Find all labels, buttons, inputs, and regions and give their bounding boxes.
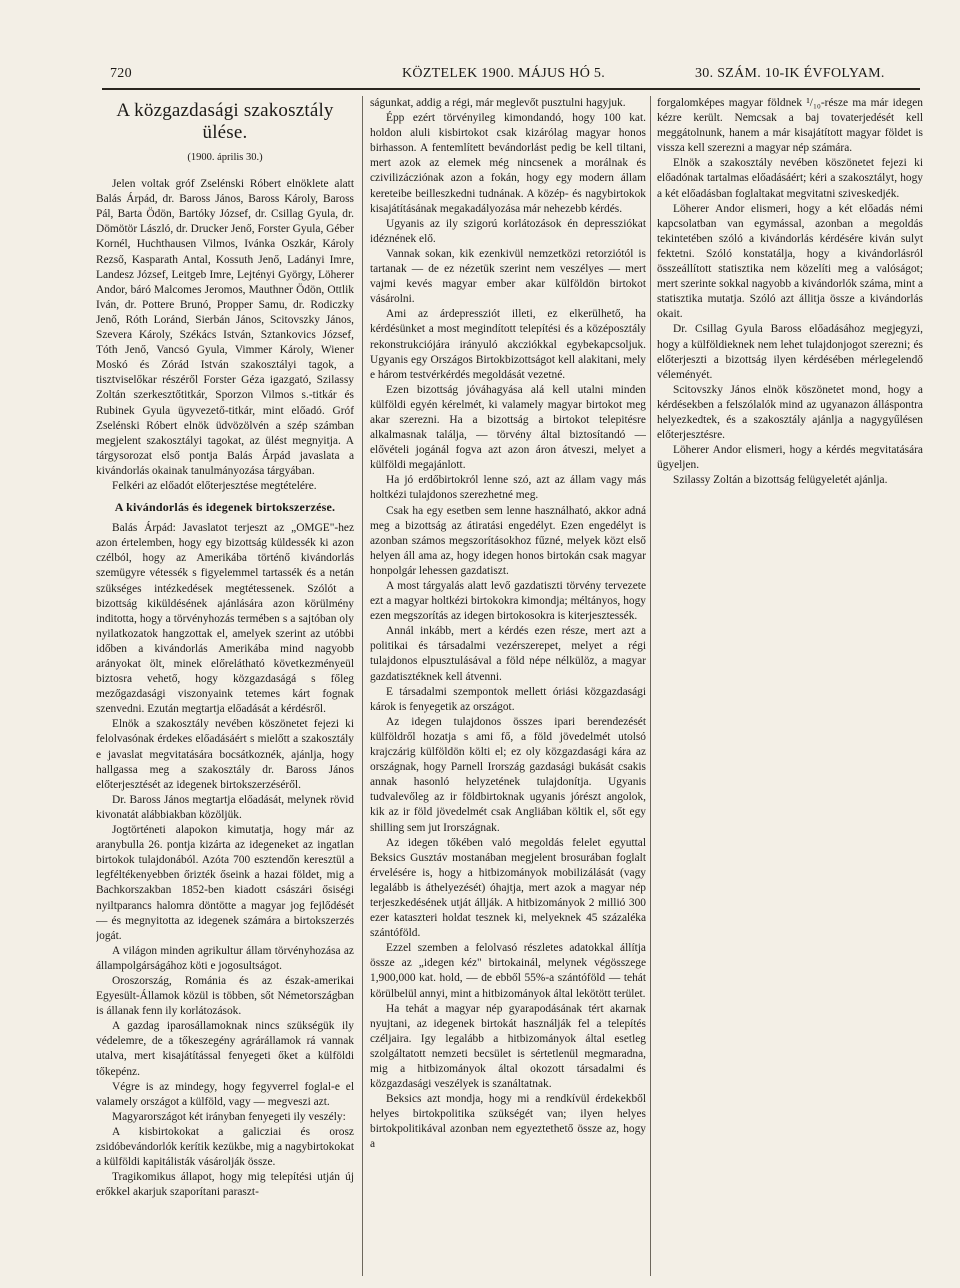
journal-date: KÖZTELEK 1900. MÁJUS HÓ 5.	[402, 66, 606, 81]
paragraph: ságunkat, addig a régi, már meglevőt pusztulni hagyjuk.	[370, 97, 626, 109]
paragraph: Magyarországot két irányban fenyegeti ily veszély:	[112, 1110, 346, 1123]
article-title: A közgazdasági szakosztály ülése.	[116, 100, 334, 143]
paragraph: A világon minden agrikultur állam törvényhozása az állampolgárságához köti e jogosultságot.	[96, 944, 354, 972]
paragraph: Annál inkább, mert a kérdés ezen része, mert azt a politikai és társadalmi vezérszerepet, melyet a régi tulajdonos elpusztulásával a föld népe nélkülöz, a magyar gazdatisztéknek kell átvenni.	[370, 625, 646, 683]
paragraph: Ezen bizottság jóváhagyása alá kell utalni minden külföldi egyén kérelmét, ki valamely magyar birtokot meg akar szerezni. Ha a bizottság a birtokot telepitésre alkalmasnak találja, — törvény által biztosítandó — elővételi jogánál fogva azt azon áron átveszi, melyet a külföldi megajánlott.	[370, 383, 646, 472]
paragraph: Csak ha egy esetben sem lenne használható, akkor adná meg a bizottság az átiratási engedélyt. Ezen engedélyt is azonban számos megszorításokhoz fűzné, melyek közt első helyen áll ama az, hogy idegen honos birtokán csak magyar honpolgár lehessen gazdatiszt.	[370, 504, 646, 577]
paragraph: Dr. Csillag Gyula Baross előadásához megjegyzi, hogy a külföldieknek nem lehet tulajdonjogot szerezni; és előterjeszti a bizottság ilyen kérdésében mérlegelendő véleményét.	[657, 323, 923, 381]
header-rule	[102, 88, 920, 90]
page-number: 720	[110, 66, 132, 81]
paragraph: Ezzel szemben a felolvasó részletes adatokkal állítja össze az „idegen kéz" birtokainál, melynek végösszege 1,900,000 kat. hold, — de ebből 55%-a szántóföld — tehát körülbelül annyi, mint a hitbizományok által lekötött terület.	[370, 942, 646, 1000]
section-subtitle: A kivándorlás és idegenek birtokszerzése.	[114, 500, 336, 515]
paragraph: Elnök a szakosztály nevében köszönetet fejezi ki előadónak tartalmas előadásáért; kéri a szakosztályt, hogy a két előadásban foglaltakat megvitatni sziveskedjék.	[657, 157, 923, 200]
issue-number: 30. SZÁM. 10-IK ÉVFOLYAM.	[695, 66, 885, 81]
article-date: (1900. április 30.)	[187, 152, 263, 163]
paragraph: Balás Árpád: Javaslatot terjeszt az „OMGE"-hez azon értelemben, hogy egy bizottság küldessék ki azon czélból, hogy az Amerikába történő kivándorlás szemügyre vétessék s figyelemmel tartassék és a netán szükséges intézkedések megtétessenek. Szólót a bizottság kiküldésének ajánlására azon körülmény inditotta, hogy a törvényhozás termében s a sajtóban oly nyilatkozatok hangzottak el, amelyek szerint az utóbbi időben a kivándorlás Amerikába mind nagyobb arányokat ölt, minek előrelátható következményeül biztosra vehető, hogy közgazdaságá s főleg mezőgazdasági viszonyaink tetemes kárt fognak szenvedni. Ezután megtartja előadását a kérdésről.	[96, 522, 354, 716]
paragraph: Jelen voltak gróf Zselénski Róbert elnöklete alatt Balás Árpád, dr. Baross János, Baross Károly, Baross Pál, Barta Ödön, Bartóky József, dr. Csillag Gyula, dr. Dömötör László, dr. Drucker Jenő, Forster Gyula, Géber Kornél, Huchthausen Vilmos, Ivánka Oszkár, Károly Rezső, Kasparath Antal, Kossuth Jenő, Ladányi Imre, Landesz József, Leitgeb Imre, Lejtényi György, Löherer Andor, báró Malcomes Jeromos, Mauthner Ödön, Ottlik Iván, dr. Pottere Brunó, Propper Samu, dr. Rodiczky Jenő, Róth Loránd, Sierbán János, Scitovszky János, Szevera Károly, Székács István, Sztankovics József, Tóth Jenő, Vancsó Gyula, Vimmer Károly, Wiener Moskó és Zórád István szakosztályi tagok, a tisztviselőkar részéről Forster Géza igazgató, Szilassy Zoltán szerkesztőtitkár, Sporzon Vilmos s.-titkár és Rubinek Gyula ügyvezető-titkár, mint előadó. Gróf Zselénski Róbert elnök üdvözölvén a szép számban megjelent szakosztályi tagokat, az ülést megnyitja. A tárgysorozat első pontja Balás Árpád javaslata a kivándorlás okainak tanulmányozása tárgyában.	[96, 178, 354, 477]
paragraph: Épp ezért törvényileg kimondandó, hogy 100 kat. holdon aluli kisbirtokot csak kizárólag magyar honos birhasson. A fentemlített bevándorlást pedig be kell tiltani, mert azok az elemek még nincsenek a morálnak és czivilizácziónak azon a fokán, hogy egy modern állam kereteibe beilleszkedni tudnának. A közép- és nagybirtokok kisajátításának megakadályozása már nehezebb kérdés.	[370, 112, 646, 215]
column-1	[96, 96, 354, 1280]
paragraph: Ugyanis az ily szigorú korlátozások én depressziókat idéznének elő.	[370, 217, 646, 245]
paragraph: Löherer Andor elismeri, hogy a két előadás némi kapcsolatban van egymással, azonban a megoldás tekintetében szóló a kivándorlás kérdésére kiván sulyt fektetni. Szóló konstatálja, hogy a kivándorlásról összeállított statisztika nem közelíti meg a valóságot; mert szerinte sokkal nagyobb a kivándorlók száma, mint a statisztika mutatja. Szóló azt állitja össze a kivándorlás okait.	[657, 202, 923, 321]
paragraph: A most tárgyalás alatt levő gazdatiszti törvény tervezete ezt a magyar holtkézi birtokokra kimondja; méltányos, hogy ezen megszorítás az idegen birtokosokra is kiterjesztessék.	[370, 580, 646, 623]
paragraph: Löherer Andor elismeri, hogy a kérdés megvitatására ügyeljen.	[657, 444, 923, 472]
page-header	[102, 64, 922, 86]
paragraph: A gazdag iparosállamoknak nincs szükségük ily védelemre, de a tőkeszegény agrárállamok rá vannak utalva, mert kisajátítással fenyegeti őket a külföldi tőkepénz.	[96, 1020, 354, 1078]
paragraph: Dr. Baross János megtartja előadását, melynek rövid kivonatát alábbiakban közöljük.	[96, 793, 354, 821]
paragraph: Az idegen tőkében való megoldás felelet egyuttal Beksics Gusztáv mostanában megjelent brosurában foglalt érvelésére is, hogy a hitbizományok mobilizálását (vagy legalább is áthelyezését) óhajtja, mert azok a magyar nép terjeszkedésének utját állják. A hitbizományok 2 millió 300 ezer kataszteri holdat tesznek ki, melyeknek 45 százaléka szántóföld.	[370, 836, 646, 940]
paragraph: Ami az árdepressziót illeti, ez elkerülhető, ha kérdésünket a most megindított telepítési és a középosztály rekonstrukciójára irányuló akcziókkal egybekapcsoljuk. Ugyanis egy Országos Birtokbizottságot kell alakitani, mely e három testvérkérdés megoldását vezetné.	[370, 308, 646, 381]
column-2	[370, 96, 646, 1280]
paragraph: forgalomképes magyar földnek ¹/₁₀-része ma már idegen kézre került. Nemcsak a baj tovaterjedését kell meggátolnunk, hanem a már kisajátított magyar földet is vissza kell szerezni a magyar nép számára.	[657, 97, 923, 155]
paragraph: Elnök a szakosztály nevében köszönetet fejezi ki felolvasónak érdekes előadásáért s mielőtt a szakosztály e javaslat megvitatására bocsátkoznék, ajánlja, hogy hallgassa meg a szakosztály dr. Baross János előterjesztését az idegenek birtokszerzéséről.	[96, 718, 354, 791]
paragraph: E társadalmi szempontok mellett óriási közgazdasági károk is fenyegetik az országot.	[370, 685, 646, 713]
paragraph: Tragikomikus állapot, hogy mig telepítési utján új erőkkel akarjuk szaporítani paraszt-	[96, 1171, 354, 1199]
paragraph: Beksics azt mondja, hogy mi a rendkívül érdekekből helyes birtokpolitika szükségét van; ilyen helyes birtokpolitikával azonban nem egyeztethető össze az, hogy a	[370, 1093, 646, 1151]
paragraph: Scitovszky János elnök köszönetet mond, hogy a kérdésekben a felszólalók mind az ugyanazon álláspontra helyezkedtek, és a szakosztály ajánlja a nagygyűlésen előterjesztésre.	[657, 383, 923, 442]
paragraph: Végre is az mindegy, hogy fegyverrel foglal-e el valamely országot a külföld, vagy — megveszi azt.	[96, 1080, 354, 1108]
column-divider	[650, 96, 651, 1276]
paragraph: Jogtörténeti alapokon kimutatja, hogy már az aranybulla 26. pontja kizárta az idegeneket az ingatlan birtokok tulajdonából. Azóta 700 esztendőn keresztül a legféltékenyebben őrizték őseink a hazai földet, mig a Bachkorszakban 1852-ben kiadott császári ősiségi nyiltparancs halomra döntötte a magyar jog fejlődését — és megnyitotta az idegenek számára a birtokszerzés jogát.	[96, 824, 354, 942]
paragraph: Vannak sokan, kik ezenkivül nemzetközi retorziótól is tartanak — de ez nézetük szerint nem veszélyes — mert vajmi kevés magyar ember akar külföldön birtokot vásárolni.	[370, 247, 646, 306]
paragraph: Ha tehát a magyar nép gyarapodásának tért akarnak nyujtani, az idegenek birtokát használják fel a telepítés czéljaira. Igy legalább a hitbizományok által esetleg szolgáltatott nemzeti becsület is sértetlenül megmaradna, mig a hitbizományok által okozott társadalmi és közgazdasági veszélyek is szanáltatnak.	[370, 1002, 646, 1091]
column-3	[657, 96, 923, 1280]
paragraph: Ha jó erdőbirtokról lenne szó, azt az állam vagy más holtkézi tulajdonos szerezhetné meg.	[370, 474, 646, 502]
paragraph: Felkéri az előadót előterjesztése megtételére.	[112, 479, 317, 492]
paragraph: Oroszország, Románia és az észak-amerikai Egyesült-Államok közül is többen, sőt Németországban is állanak fenn ily korlátozások.	[96, 974, 354, 1018]
paragraph: A kisbirtokokat a galicziai és orosz zsidóbevándorlók kerítik kezükbe, mig a nagybirtokokat a külföldi kapitálisták vásárolják össze.	[96, 1125, 354, 1169]
paragraph: Az idegen tulajdonos összes ipari berendezését külföldről hozatja s ami fő, a föld jövedelmét utolsó krajczárig külföldön költi el; ez oly közgazdasági kára az országnak, hogy Parnell Irország gazdasági bukását csakis annak hasonló helyzetének tulajdonítja. Ugyanis tudvalevőleg az ir földbirtoknak ugyanis jórészt angolok, kik az ir föld jövedelmét csak Angliában költik el, sőt egy shilling sem jut Irországnak.	[370, 715, 646, 834]
column-divider	[362, 96, 363, 1276]
paragraph: Szilassy Zoltán a bizottság felügyeletét ajánlja.	[673, 474, 888, 487]
